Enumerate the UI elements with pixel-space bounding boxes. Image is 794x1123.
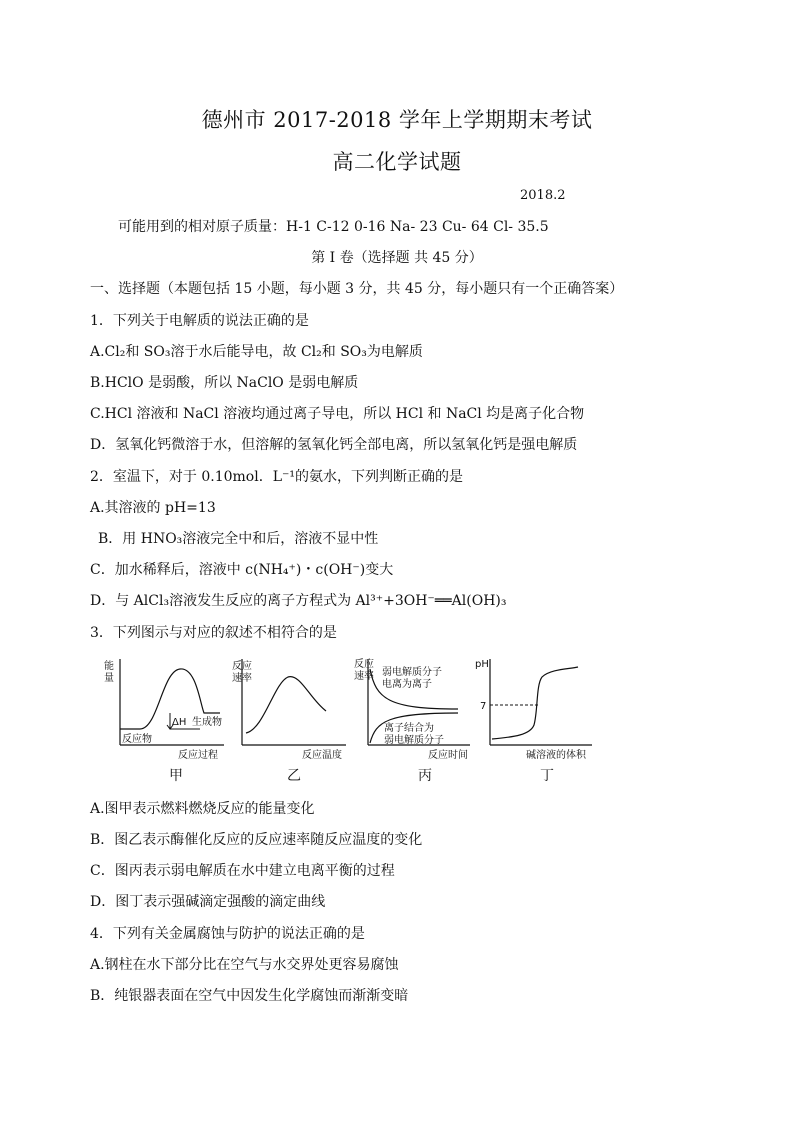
q4-option-a: A.钢柱在水下部分比在空气与水交界处更容易腐蚀 <box>90 957 399 973</box>
atomic-masses: 可能用到的相对原子质量：H-1 C-12 0-16 Na- 23 Cu- 64 Cl- 35.5 <box>118 219 549 235</box>
q2-option-b: B．用 HNO₃溶液完全中和后，溶液不显中性 <box>98 531 379 547</box>
jia-product: 生成物 <box>192 717 222 728</box>
figure-jia <box>100 655 230 760</box>
q2-option-c: C．加水稀释后，溶液中 c(NH₄⁺)・c(OH⁻)变大 <box>90 562 394 578</box>
figure-ding <box>474 655 596 760</box>
yi-ylabel-2: 速率 <box>232 673 252 684</box>
caption-jia: 甲 <box>169 768 183 784</box>
exam-title: 德州市 2017-2018 学年上学期期末考试 <box>201 108 593 132</box>
q3-option-a: A.图甲表示燃料燃烧反应的能量变化 <box>90 801 315 817</box>
section-heading: 第 I 卷（选择题 共 45 分） <box>311 250 483 266</box>
ding-tick-7: 7 <box>480 701 487 712</box>
figure-yi <box>230 655 350 760</box>
caption-ding: 丁 <box>540 768 554 784</box>
bing-upper-2: 电离为离子 <box>382 679 432 690</box>
q2-stem: 2．室温下，对于 0.10mol．L⁻¹的氨水，下列判断正确的是 <box>90 469 464 485</box>
ding-ylabel: pH <box>475 659 489 670</box>
instructions: 一、选择题（本题包括 15 小题，每小题 3 分，共 45 分，每小题只有一个正确答案） <box>90 281 624 297</box>
q3-option-d: D．图丁表示强碱滴定强酸的滴定曲线 <box>90 894 326 910</box>
q1-option-d: D．氢氧化钙微溶于水，但溶解的氢氧化钙全部电离，所以氢氧化钙是强电解质 <box>90 437 578 453</box>
exam-subtitle: 高二化学试题 <box>332 150 462 174</box>
jia-ylabel-1: 能 <box>104 661 114 672</box>
caption-bing: 丙 <box>418 768 432 784</box>
bing-upper-1: 弱电解质分子 <box>382 667 442 678</box>
jia-xlabel: 反应过程 <box>178 750 218 760</box>
titration-curve <box>492 667 578 739</box>
yi-xlabel: 反应温度 <box>302 750 342 760</box>
bing-lower-2: 弱电解质分子 <box>384 735 444 746</box>
ding-xlabel: 碱溶液的体积 <box>526 750 586 760</box>
exam-date: 2018.2 <box>520 188 566 203</box>
caption-yi: 乙 <box>287 768 301 784</box>
q3-option-b: B．图乙表示酶催化反应的反应速率随反应温度的变化 <box>90 832 423 848</box>
q3-option-c: C．图丙表示弱电解质在水中建立电离平衡的过程 <box>90 863 395 879</box>
jia-delta-h: ΔH <box>172 717 187 728</box>
q2-option-d: D．与 AlCl₃溶液发生反应的离子方程式为 Al³⁺+3OH⁻══Al(OH)₃ <box>90 593 507 609</box>
q1-stem: 1．下列关于电解质的说法正确的是 <box>90 313 309 329</box>
q1-option-c: C.HCl 溶液和 NaCl 溶液均通过离子导电，所以 HCl 和 NaCl 均是离子化合物 <box>90 406 585 422</box>
bing-ylabel-2: 速率 <box>354 671 374 682</box>
q4-stem: 4．下列有关金属腐蚀与防护的说法正确的是 <box>90 926 365 942</box>
bing-lower-1: 离子结合为 <box>384 723 434 734</box>
bing-ylabel-1: 反应 <box>354 659 374 670</box>
q1-option-b: B.HClO 是弱酸，所以 NaClO 是弱电解质 <box>90 375 359 391</box>
q4-option-b: B．纯银器表面在空气中因发生化学腐蚀而渐渐变暗 <box>90 988 409 1004</box>
q3-stem: 3．下列图示与对应的叙述不相符合的是 <box>90 625 337 641</box>
q1-option-a: A.Cl₂和 SO₃溶于水后能导电，故 Cl₂和 SO₃为电解质 <box>90 344 423 360</box>
bing-xlabel: 反应时间 <box>428 750 468 760</box>
jia-reactant: 反应物 <box>122 734 152 745</box>
figure-bing <box>354 655 474 760</box>
jia-ylabel-2: 量 <box>104 673 114 684</box>
q2-option-a: A.其溶液的 pH=13 <box>90 500 216 516</box>
yi-ylabel-1: 反应 <box>232 661 252 672</box>
rate-curve <box>246 677 326 733</box>
